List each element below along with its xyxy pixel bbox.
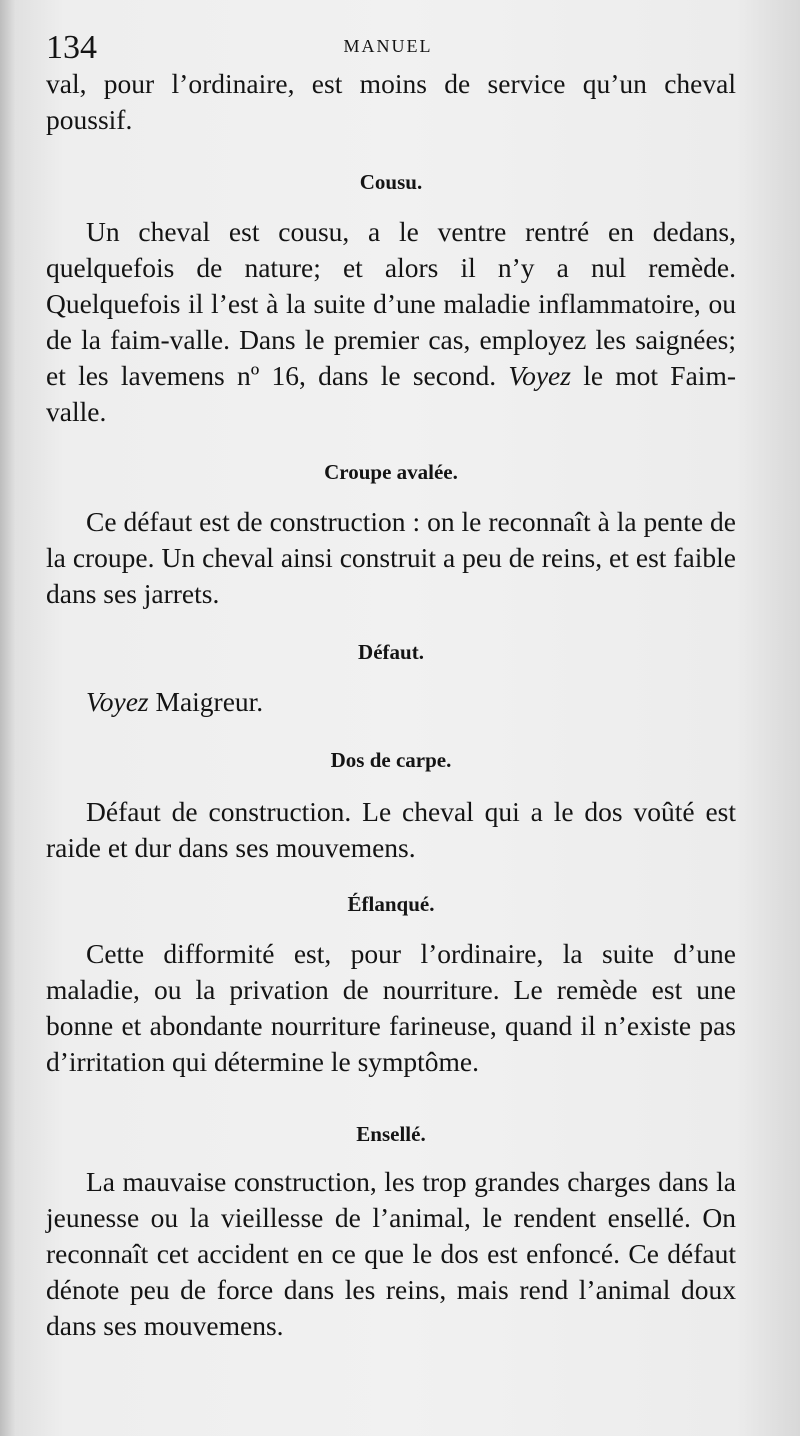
entry-text-cousu-main: Un cheval est cousu, a le ventre rentré en dedans, quelquefois de nature; et alors il n’y a nul remède. Quelquefois il l’est à la suite d’une maladie inflammatoire, ou de la faim-valle. Dans le premier cas, employez les saignées; et les lavemens nº 16, dans le second. <box>46 216 736 391</box>
entry-title-defaut: Défaut. <box>358 640 424 664</box>
see-reference: Voyez <box>86 686 149 717</box>
page-header <box>46 28 730 68</box>
continued-paragraph: val, pour l’ordinaire, est moins de service qu’un cheval poussif. <box>46 68 736 135</box>
entry-text-eflanque: Cette difformité est, pour l’ordinaire, la suite d’une maladie, ou la privation de nourriture. Le remède est une bonne et abondante nourriture farineuse, quand il n’existe pas d’irritation qui détermine le symptôme. <box>46 938 736 1077</box>
entry-text-defaut-ref: Maigreur. <box>148 686 264 717</box>
entry-title-cousu: Cousu. <box>359 170 423 194</box>
entry-title-croupe-avalee: Croupe avalée. <box>324 460 458 484</box>
page-number: 134 <box>46 29 97 66</box>
running-head: MANUEL <box>343 36 433 56</box>
entry-title-dos-de-carpe: Dos de carpe. <box>330 748 452 772</box>
entry-text-defaut <box>46 684 736 720</box>
page-binding-edge <box>0 0 16 1436</box>
entry-title-enselle: Ensellé. <box>356 1122 426 1146</box>
entry-text-cousu-ref: le mot Faim-valle. <box>46 360 736 427</box>
entry-title-eflanque: Éflanqué. <box>347 892 435 916</box>
entry-text-croupe-avalee: Ce défaut est de construction : on le reconnaît à la pente de la croupe. Un cheval ainsi construit a peu de reins, et est faible dans ses jarrets. <box>46 506 736 609</box>
see-reference: Voyez <box>508 360 571 391</box>
entry-text-enselle: La mauvaise construction, les trop grandes charges dans la jeunesse ou la vieillesse de l’animal, le rendent ensellé. On reconnaît cet accident en ce que le dos est enfoncé. Ce défaut dénote peu de force dans les reins, mais rend l’animal doux dans ses mouvemens. <box>46 1166 736 1341</box>
entry-text-cousu <box>46 214 736 430</box>
page-body <box>46 66 736 1344</box>
entry-text-dos-de-carpe: Défaut de construction. Le cheval qui a le dos voûté est raide et dur dans ses mouvemens. <box>46 796 736 863</box>
